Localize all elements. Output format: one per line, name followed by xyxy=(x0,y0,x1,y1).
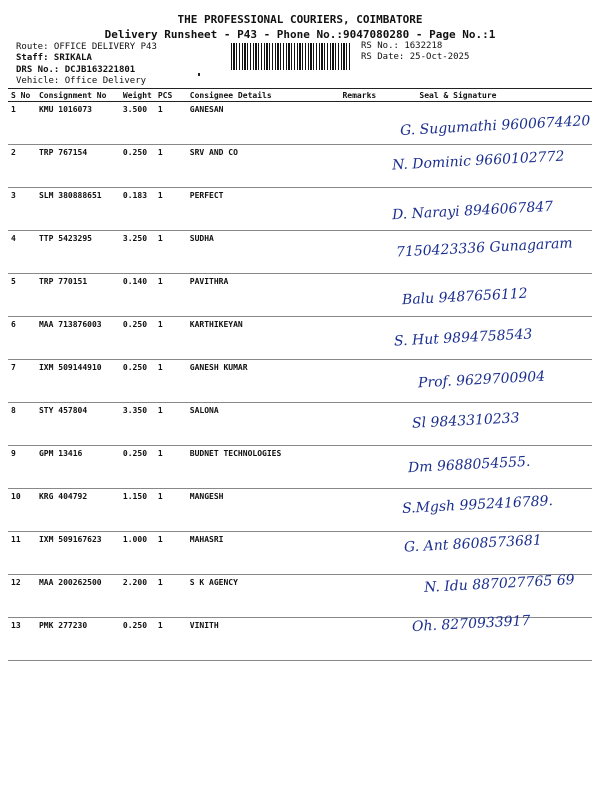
tick-mark xyxy=(198,73,200,76)
cell-cno: KMU 1016073 xyxy=(36,102,120,145)
handwritten-signature: G. Ant 8608573681 xyxy=(403,532,543,556)
cell-weight: 1.000 xyxy=(120,532,155,575)
cell-cno: IXM 509167623 xyxy=(36,532,120,575)
col-sno: S No xyxy=(8,89,36,102)
cell-pcs: 1 xyxy=(155,188,187,231)
cell-cno: TTP 5423295 xyxy=(36,231,120,274)
cell-consignee: MANGESH xyxy=(187,489,340,532)
cell-consignee: SALONA xyxy=(187,403,340,446)
col-consignee: Consignee Details xyxy=(187,89,340,102)
cell-sno: 10 xyxy=(8,489,36,532)
cell-sno: 5 xyxy=(8,274,36,317)
handwritten-signature: Dm 9688054555. xyxy=(407,453,531,477)
cell-cno: PMK 277230 xyxy=(36,618,120,661)
cell-sno: 1 xyxy=(8,102,36,145)
cell-cno: SLM 380888651 xyxy=(36,188,120,231)
barcode xyxy=(231,43,351,70)
cell-cno: TRP 770151 xyxy=(36,274,120,317)
cell-sno: 2 xyxy=(8,145,36,188)
cell-pcs: 1 xyxy=(155,145,187,188)
cell-weight: 0.250 xyxy=(120,446,155,489)
handwritten-signature: Balu 9487656112 xyxy=(401,285,528,309)
cell-consignee: PAVITHRA xyxy=(187,274,340,317)
cell-consignee: GANESAN xyxy=(187,102,340,145)
cell-sno: 4 xyxy=(8,231,36,274)
cell-remarks xyxy=(339,575,394,618)
sheet-subtitle: Delivery Runsheet - P43 - Phone No.:9047080280 - Page No.:1 xyxy=(104,28,496,41)
cell-sno: 13 xyxy=(8,618,36,661)
cell-consignee: KARTHIKEYAN xyxy=(187,317,340,360)
vehicle-text: Vehicle: Office Delivery xyxy=(16,76,147,86)
handwritten-signature: Sl 9843310233 xyxy=(411,410,520,432)
cell-remarks xyxy=(339,489,394,532)
cell-remarks xyxy=(339,145,394,188)
cell-weight: 0.250 xyxy=(120,618,155,661)
cell-pcs: 1 xyxy=(155,360,187,403)
rs-date-text: RS Date: 25-Oct-2025 xyxy=(361,52,470,62)
col-signature: Seal & Signature xyxy=(394,89,592,102)
cell-remarks xyxy=(339,403,394,446)
cell-pcs: 1 xyxy=(155,446,187,489)
handwritten-signature: G. Sugumathi 9600674420 xyxy=(399,113,591,139)
handwritten-signature: N. Idu 887027765 69 xyxy=(423,572,575,596)
cell-cno: KRG 404792 xyxy=(36,489,120,532)
cell-sno: 6 xyxy=(8,317,36,360)
handwritten-signature: N. Dominic 9660102772 xyxy=(391,148,565,174)
col-remarks: Remarks xyxy=(339,89,394,102)
cell-weight: 0.183 xyxy=(120,188,155,231)
staff-text: Staff: SRIKALA xyxy=(16,53,92,63)
cell-sno: 8 xyxy=(8,403,36,446)
cell-cno: IXM 509144910 xyxy=(36,360,120,403)
cell-remarks xyxy=(339,274,394,317)
cell-consignee: VINITH xyxy=(187,618,340,661)
handwritten-signature: 7150423336 Gunagaram xyxy=(395,235,574,261)
cell-pcs: 1 xyxy=(155,317,187,360)
cell-consignee: BUDNET TECHNOLOGIES xyxy=(187,446,340,489)
cell-remarks xyxy=(339,317,394,360)
cell-consignee: S K AGENCY xyxy=(187,575,340,618)
cell-cno: MAA 713876003 xyxy=(36,317,120,360)
cell-weight: 0.250 xyxy=(120,317,155,360)
cell-sno: 9 xyxy=(8,446,36,489)
handwritten-signature: Prof. 9629700904 xyxy=(417,368,546,392)
sheet-title: THE PROFESSIONAL COURIERS, COIMBATORE xyxy=(177,13,423,26)
cell-remarks xyxy=(339,532,394,575)
cell-cno: GPM 13416 xyxy=(36,446,120,489)
cell-weight: 3.350 xyxy=(120,403,155,446)
cell-remarks xyxy=(339,618,394,661)
cell-consignee: SUDHA xyxy=(187,231,340,274)
cell-sno: 3 xyxy=(8,188,36,231)
handwritten-signature: S. Hut 9894758543 xyxy=(393,326,533,350)
drs-text: DRS No.: DCJB163221801 xyxy=(16,65,136,75)
cell-consignee: PERFECT xyxy=(187,188,340,231)
table-header-row xyxy=(8,89,592,102)
cell-pcs: 1 xyxy=(155,532,187,575)
cell-remarks xyxy=(339,102,394,145)
cell-pcs: 1 xyxy=(155,489,187,532)
route-text: Route: OFFICE DELIVERY P43 xyxy=(16,42,157,52)
cell-cno: STY 457804 xyxy=(36,403,120,446)
cell-sno: 11 xyxy=(8,532,36,575)
col-weight: Weight xyxy=(120,89,155,102)
handwritten-signature: S.Mgsh 9952416789. xyxy=(401,493,554,517)
cell-weight: 0.250 xyxy=(120,360,155,403)
col-pcs: PCS xyxy=(155,89,187,102)
cell-pcs: 1 xyxy=(155,575,187,618)
col-consignment-no: Consignment No xyxy=(36,89,120,102)
cell-cno: MAA 200262500 xyxy=(36,575,120,618)
handwritten-signature: Oh. 8270933917 xyxy=(411,612,531,636)
handwritten-signature: D. Narayi 8946067847 xyxy=(391,198,554,224)
cell-remarks xyxy=(339,360,394,403)
cell-weight: 3.500 xyxy=(120,102,155,145)
cell-cno: TRP 767154 xyxy=(36,145,120,188)
cell-consignee: GANESH KUMAR xyxy=(187,360,340,403)
cell-sno: 12 xyxy=(8,575,36,618)
cell-pcs: 1 xyxy=(155,231,187,274)
cell-consignee: SRV AND CO xyxy=(187,145,340,188)
cell-remarks xyxy=(339,231,394,274)
cell-consignee: MAHASRI xyxy=(187,532,340,575)
cell-pcs: 1 xyxy=(155,274,187,317)
cell-weight: 0.250 xyxy=(120,145,155,188)
cell-weight: 3.250 xyxy=(120,231,155,274)
cell-weight: 0.140 xyxy=(120,274,155,317)
rs-no-text: RS No.: 1632218 xyxy=(361,41,443,51)
cell-sno: 7 xyxy=(8,360,36,403)
cell-remarks xyxy=(339,446,394,489)
cell-weight: 2.200 xyxy=(120,575,155,618)
cell-pcs: 1 xyxy=(155,618,187,661)
cell-remarks xyxy=(339,188,394,231)
cell-weight: 1.150 xyxy=(120,489,155,532)
cell-pcs: 1 xyxy=(155,102,187,145)
cell-pcs: 1 xyxy=(155,403,187,446)
